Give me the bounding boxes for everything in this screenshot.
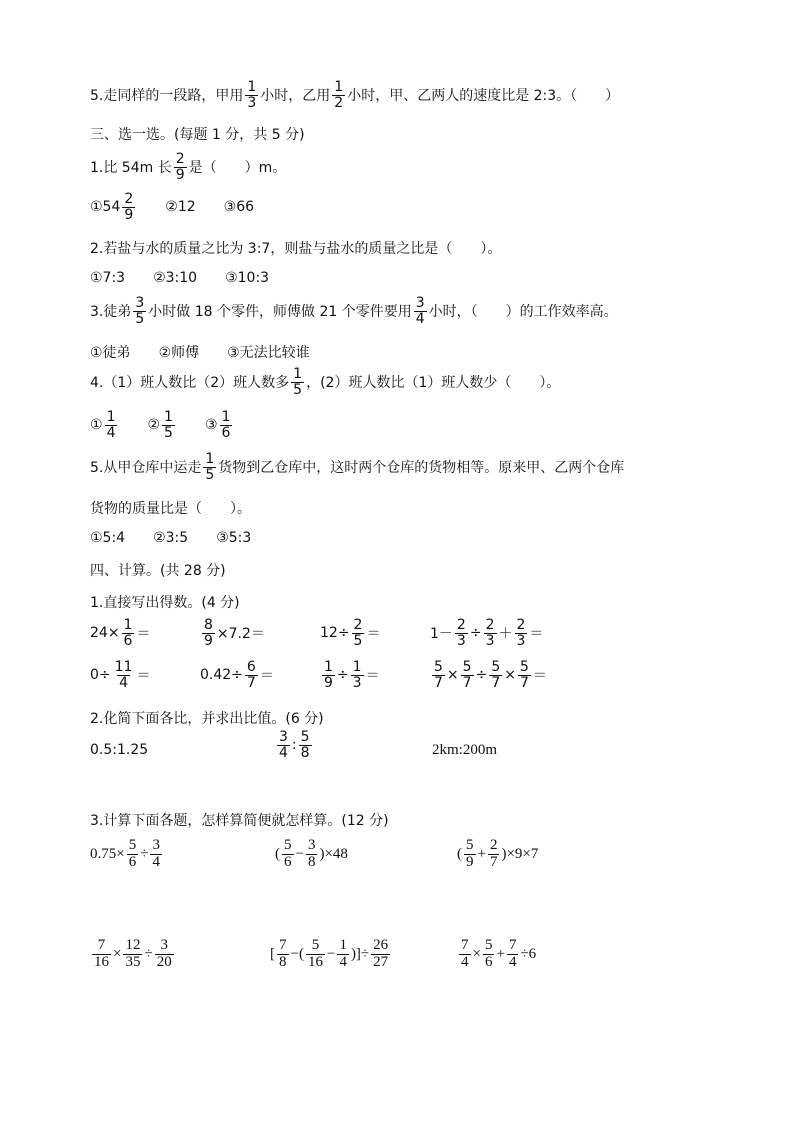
compute-title: 3.计算下面各题，怎样算简便就怎样算。(12 分) (90, 813, 389, 829)
fraction: $\frac{5}{6}$ (484, 937, 493, 970)
fraction: $\frac{1}{3}$ (352, 659, 362, 691)
fraction: 5 16 (307, 937, 323, 970)
fraction: $\frac{11}{4}$ (114, 659, 133, 691)
fraction: $\frac{5}{7}$ (462, 659, 472, 691)
compute-expr-5: [ 7 8 −( 5 16 − $\frac{1}{4}$ )]÷ $\frac{26}{27}$ (270, 937, 389, 970)
fraction: 1 4 (106, 409, 116, 441)
fraction: $\frac{5}{7}$ (491, 659, 501, 691)
compute-expr-6: $\frac{7}{4}$ × $\frac{5}{6}$ + $\frac{7}{4}$ ÷6 (461, 937, 537, 970)
fraction: 3 5 (135, 295, 145, 327)
direct-expr-3: 12÷ $\frac{2}{5}$ ＝ (320, 617, 381, 649)
compute-expr-1: 0.75× $\frac{5}{6}$ ÷ $\frac{3}{4}$ (90, 837, 160, 870)
option-1[interactable]: ①54 2 9 (90, 191, 134, 223)
fraction: $\frac{2}{3}$ (456, 617, 466, 649)
compute-expr-4: $\frac{7}{16}$ × $\frac{12}{35}$ ÷ $\frac{3}{20}$ (94, 937, 172, 970)
fraction: $\frac{7}{16}$ (94, 937, 109, 970)
choice-options-1 (90, 192, 282, 222)
judgement-item-5: 5.走同样的一段路，甲用 1 3 小时，乙用 1 2 小时，甲、乙两人的速度比是 2:3。（ ） (90, 79, 620, 111)
option-2[interactable]: ②3:5 (153, 530, 189, 546)
choice-question-5: 5.从甲仓库中运走 1 5 货物到乙仓库中，这时两个仓库的货物相等。原来甲、乙两个仓库 (90, 451, 625, 483)
fraction: $\frac{1}{4}$ (339, 937, 347, 970)
fraction: $\frac{5}{7}$ (519, 659, 529, 691)
choice-question-5-line2: 货物的质量比是（ ）。 (90, 501, 251, 517)
option-1[interactable]: ①7:3 (90, 270, 126, 286)
fraction: 1 5 (293, 366, 303, 398)
ratio-1: 0.5:1.25 (90, 742, 149, 758)
fraction: $\frac{1}{9}$ (324, 659, 333, 691)
option-3[interactable]: ③5:3 (216, 530, 252, 546)
direct-calc-title: 1.直接写出得数。(4 分) (90, 595, 240, 611)
direct-expr-8: $\frac{5}{7}$ × $\frac{5}{7}$ ÷ $\frac{5}{7}$ × $\frac{5}{7}$ ＝ (434, 659, 547, 691)
fraction: 5 6 (284, 837, 292, 870)
option-3[interactable]: ③ 1 6 (204, 409, 231, 441)
fraction: 2 9 (175, 151, 185, 183)
choice-question-4: 4.（1）班人数比（2）班人数多 1 5 ，(2）班人数比（1）班人数少（ ）。 (90, 366, 561, 398)
fraction: $\frac{5}{7}$ (434, 659, 443, 691)
direct-expr-4: 1－ $\frac{2}{3}$ ÷ $\frac{2}{3}$ ＋ 2 3 ＝ (430, 617, 544, 649)
fraction: $\frac{5}{6}$ (128, 837, 137, 870)
fraction: 1 5 (205, 451, 215, 483)
fraction: $\frac{2}{5}$ (353, 617, 363, 649)
fraction: 1 6 (221, 409, 231, 441)
direct-expr-7: $\frac{1}{9}$ ÷ $\frac{1}{3}$ ＝ (324, 659, 380, 691)
fraction: 2 3 (516, 617, 526, 649)
choice-question-3: 3.徒弟 3 5 小时做 18 个零件，师傅做 21 个零件要用 3 4 小时，（ ）的工作效率高。 (90, 295, 618, 327)
fraction: 1 5 (164, 409, 173, 441)
choice-options-4 (90, 410, 262, 440)
fraction: 3 4 (415, 295, 425, 327)
fraction: 5 8 (300, 729, 310, 761)
fraction: $\frac{3}{20}$ (156, 937, 172, 970)
choice-question-2: 2.若盐与水的质量之比为 3:7，则盐与盐水的质量之比是（ ）。 (90, 241, 502, 257)
fraction: $\frac{8}{9}$ (204, 617, 213, 649)
section-4-title: 四、计算。(共 28 分) (90, 563, 226, 579)
choice-options-3 (90, 342, 338, 362)
fraction: $\frac{7}{4}$ (508, 937, 517, 970)
fraction: $\frac{2}{7}$ (489, 837, 498, 870)
choice-options-5 (90, 530, 279, 546)
fraction: 3 4 (279, 729, 288, 761)
direct-expr-6: 0.42÷ $\frac{6}{7}$ ＝ (200, 659, 274, 691)
direct-expr-1: 24× $\frac{1}{6}$ ＝ (90, 617, 151, 649)
fraction: 2 9 (124, 191, 134, 223)
option-1[interactable]: ① 1 4 (90, 409, 116, 441)
option-3[interactable]: ③10:3 (225, 270, 270, 286)
option-1[interactable]: ①徒弟 (90, 345, 131, 361)
option-2[interactable]: ②3:10 (153, 270, 198, 286)
fraction: $\frac{7}{4}$ (461, 937, 469, 970)
option-2[interactable]: ②师傅 (158, 345, 200, 361)
fraction: 1 2 (334, 79, 344, 111)
fraction: $\frac{3}{4}$ (152, 837, 160, 870)
option-3[interactable]: ③66 (223, 199, 255, 216)
simplify-title: 2.化简下面各比，并求出比值。(6 分) (90, 711, 324, 727)
fraction: $\frac{1}{6}$ (123, 617, 133, 649)
ratio-2: 3 4 : 5 8 (279, 729, 310, 761)
fraction: 5 9 (466, 837, 474, 870)
choice-question-1: 1.比 54m 长 2 9 是（ ）m。 (90, 151, 287, 183)
fraction: $\frac{12}{35}$ (125, 937, 141, 970)
option-2[interactable]: ② 1 5 (147, 409, 173, 441)
fraction: $\frac{3}{8}$ (307, 837, 316, 870)
fraction: 1 3 (247, 79, 257, 111)
fraction: $\frac{2}{3}$ (485, 617, 495, 649)
compute-expr-2: ( 5 6 − $\frac{3}{8}$ )×48 (275, 837, 348, 870)
option-2[interactable]: ②12 (165, 199, 196, 216)
ratio-3: 2km:200m (432, 742, 498, 758)
fraction: $\frac{26}{27}$ (373, 937, 389, 970)
fraction: $\frac{6}{7}$ (246, 659, 256, 691)
fraction: 7 8 (279, 937, 287, 970)
option-1[interactable]: ①5:4 (90, 530, 126, 546)
direct-expr-2: $\frac{8}{9}$ ×7.2＝ (204, 617, 265, 649)
direct-expr-5: 0÷ $\frac{11}{4}$ ＝ (90, 659, 151, 691)
choice-options-2 (90, 270, 297, 286)
section-3-title: 三、选一选。(每题 1 分，共 5 分) (90, 127, 305, 143)
compute-expr-3: ( 5 9 + $\frac{2}{7}$ )×9×7 (457, 837, 539, 870)
option-3[interactable]: ③无法比较谁 (227, 345, 310, 361)
